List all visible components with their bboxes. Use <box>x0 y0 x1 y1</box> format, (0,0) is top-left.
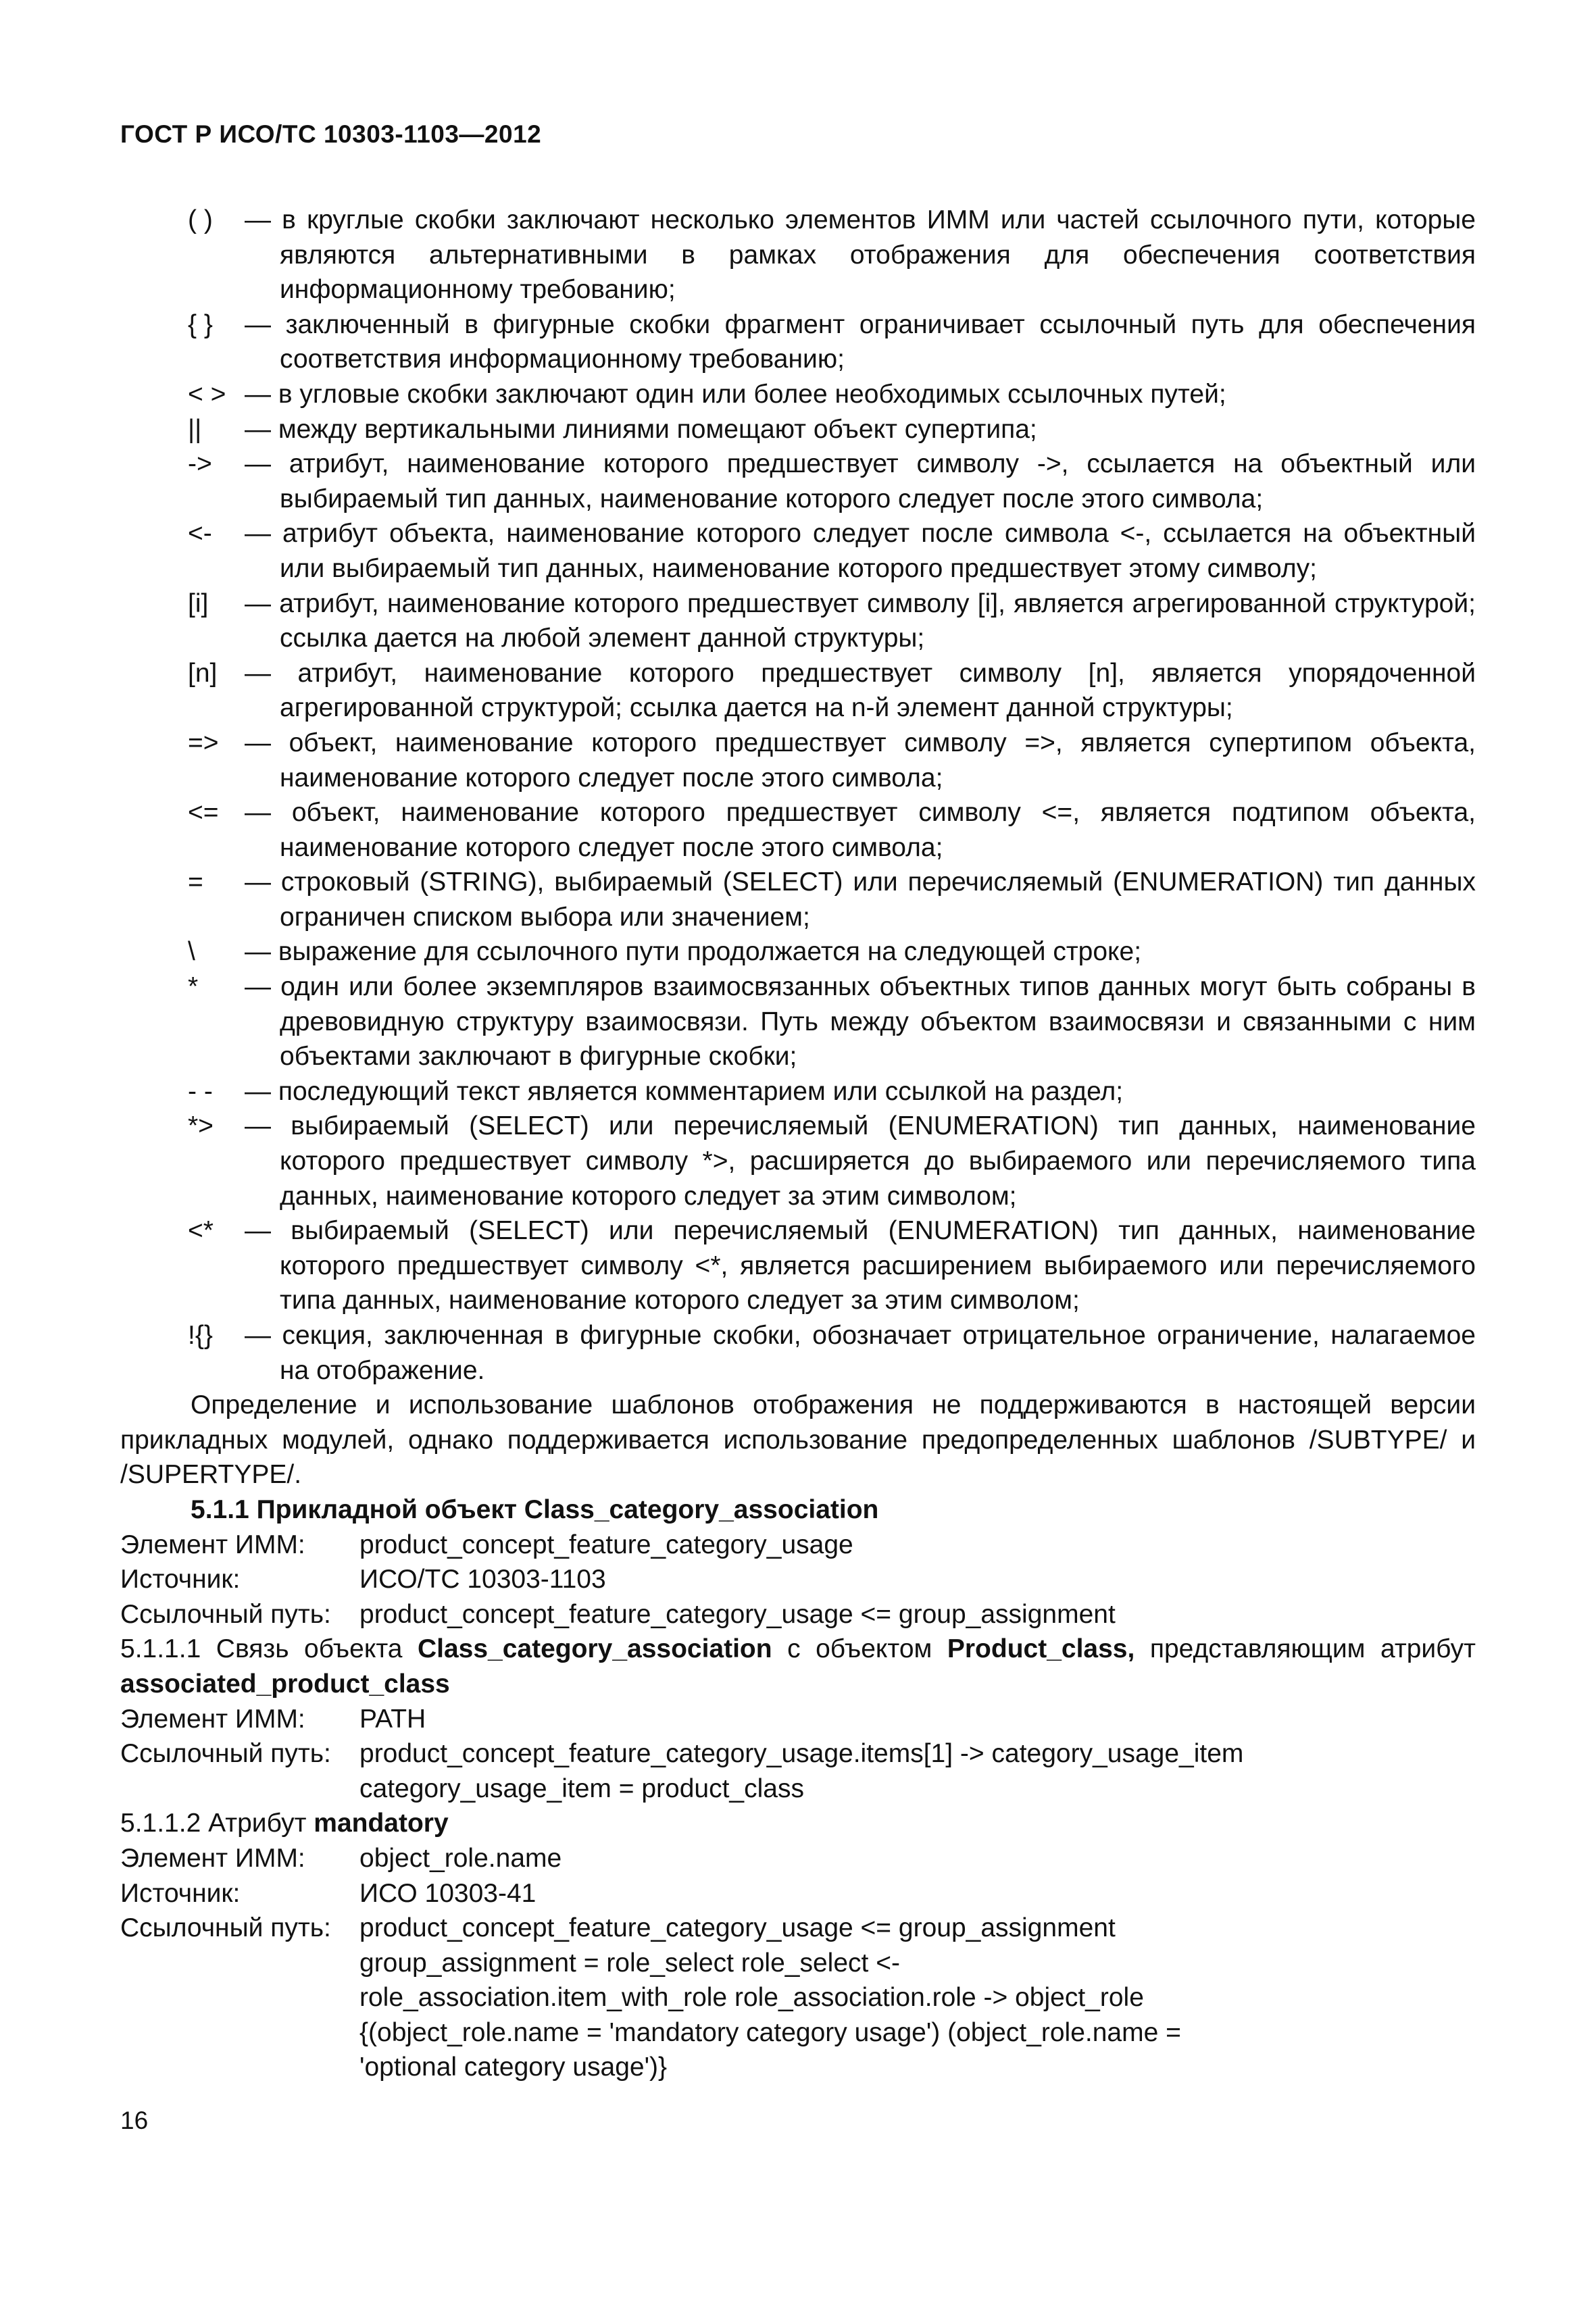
mapping-row <box>120 1562 1476 1597</box>
intro-paragraph: Определение и использование шаблонов отображения не поддерживаются в настоящей версии прикладных модулей, однако поддерживается использование предопределенных шаблонов /SUBTYPE/ и /SUPERTYPE/. <box>120 1390 1476 1490</box>
mapping-value-line: ИСО 10303-41 <box>359 1878 537 1908</box>
subsection-2-prefix: 5.1.1.2 Атрибут <box>120 1809 314 1838</box>
symbol-description: — заключенный в фигурные скобки фрагмент ограничивает ссылочный путь для обеспечения соответствия информационному требованию; <box>245 309 1476 374</box>
symbol-description: — последующий текст является комментарием или ссылкой на раздел; <box>245 1076 1124 1106</box>
symbol-description: — объект, наименование которого предшествует символу =>, является супертипом объекта, наименование которого следует после этого символа; <box>245 728 1476 793</box>
symbol-legend-item <box>120 865 1476 934</box>
symbol-legend-item <box>120 586 1476 656</box>
mapping-value-line: product_concept_feature_category_usage <box>359 1530 853 1559</box>
mapping-value-line: role_association.item_with_role role_association.role -> object_role <box>359 1983 1144 2013</box>
symbol-glyph: <= <box>188 798 219 828</box>
symbol-legend-item <box>120 1109 1476 1213</box>
symbol-description: — в угловые скобки заключают один или более необходимых ссылочных путей; <box>245 379 1226 409</box>
mapping-value-line: category_usage_item = product_class <box>359 1774 804 1803</box>
symbol-legend-item <box>120 970 1476 1074</box>
symbol-legend-item <box>120 203 1476 307</box>
mapping-key: Ссылочный путь: <box>120 1913 331 1943</box>
symbol-legend-item <box>120 726 1476 795</box>
mapping-value-line: product_concept_feature_category_usage <= group_assignment <box>359 1599 1116 1629</box>
mapping-key: Источник: <box>120 1878 241 1908</box>
symbol-glyph: < > <box>188 379 226 409</box>
symbol-glyph: !{} <box>188 1321 213 1350</box>
symbol-glyph: [i] <box>188 588 209 618</box>
mapping-row <box>120 1876 1476 1911</box>
mapping-value-line: product_concept_feature_category_usage.items[1] -> category_usage_item <box>359 1739 1244 1769</box>
symbol-legend-item <box>120 795 1476 865</box>
symbol-glyph: [n] <box>188 658 218 688</box>
symbol-description: — объект, наименование которого предшествует символу <=, является подтипом объекта, наименование которого следует после этого символа; <box>245 798 1476 862</box>
subsection-2-heading <box>120 1806 1476 1841</box>
symbol-legend-item <box>120 516 1476 586</box>
symbol-legend-item <box>120 656 1476 726</box>
symbol-glyph: * <box>188 972 199 1002</box>
symbol-glyph: <* <box>188 1216 214 1246</box>
mapping-value-line: 'optional category usage')} <box>359 2053 668 2082</box>
subsection-1-target: Product_class, <box>947 1634 1135 1664</box>
symbol-legend-item <box>120 1318 1476 1388</box>
symbol-description: — выбираемый (SELECT) или перечисляемый (ENUMERATION) тип данных, наименование которого предшествует символу <*, является расширением выбираемого или перечисляемого типа данных, наименование которого следует за этим символом; <box>245 1216 1476 1315</box>
symbol-glyph: { } <box>188 309 213 339</box>
subsection-1-heading <box>120 1632 1476 1701</box>
mapping-row <box>120 1528 1476 1563</box>
mapping-row <box>120 1702 1476 1737</box>
symbol-legend-item <box>120 377 1476 412</box>
symbol-description: — секция, заключенная в фигурные скобки, обозначает отрицательное ограничение, налагаемое на отображение. <box>245 1321 1476 1385</box>
subsection-2-attribute: mandatory <box>314 1809 449 1838</box>
subsection-2-mapping-table <box>120 1841 1476 2085</box>
symbol-legend-item <box>120 412 1476 447</box>
mapping-row <box>120 1597 1476 1632</box>
symbol-legend-item <box>120 1213 1476 1318</box>
mapping-row <box>120 1911 1476 2085</box>
symbol-description: — выражение для ссылочного пути продолжается на следующей строке; <box>245 937 1142 967</box>
mapping-value <box>359 1528 1476 1563</box>
section-mapping-table <box>120 1528 1476 1632</box>
mapping-row <box>120 1736 1476 1806</box>
mapping-key: Источник: <box>120 1565 241 1594</box>
symbol-legend-item <box>120 307 1476 377</box>
symbol-glyph: || <box>188 414 202 444</box>
symbol-legend-list <box>120 203 1476 1388</box>
mapping-value <box>359 1876 1476 1911</box>
mapping-value <box>359 1702 1476 1737</box>
subsection-1-mapping-table <box>120 1702 1476 1807</box>
mapping-value <box>359 1736 1476 1806</box>
symbol-glyph: ( ) <box>188 205 213 234</box>
mapping-value-line: object_role.name <box>359 1843 562 1873</box>
mapping-key: Элемент ИММ: <box>120 1843 305 1873</box>
mapping-value <box>359 1562 1476 1597</box>
symbol-glyph: -> <box>188 449 212 479</box>
symbol-description: — атрибут объекта, наименование которого следует после символа <-, ссылается на объектный или выбираемый тип данных, наименование которого предшествует этому символу; <box>245 519 1476 583</box>
page-header: ГОСТ Р ИСО/ТС 10303-1103—2012 <box>120 120 542 148</box>
mapping-value-line: group_assignment = role_select role_select <- <box>359 1948 900 1978</box>
symbol-description: — один или более экземпляров взаимосвязанных объектных типов данных могут быть собраны в древовидную структуру взаимосвязи. Путь между объектом взаимосвязи и связанными с ним объектами заключают в фигурные скобки; <box>245 972 1476 1072</box>
mapping-key: Ссылочный путь: <box>120 1599 331 1629</box>
symbol-legend-item <box>120 447 1476 516</box>
mapping-value-line: {(object_role.name = 'mandatory category usage') (object_role.name = <box>359 2017 1181 2047</box>
symbol-glyph: <- <box>188 519 212 549</box>
mapping-value <box>359 1597 1476 1632</box>
symbol-glyph: *> <box>188 1111 214 1141</box>
mapping-value-line: product_concept_feature_category_usage <= group_assignment <box>359 1913 1116 1943</box>
subsection-1-entity: Class_category_association <box>417 1634 772 1664</box>
symbol-glyph: \ <box>188 937 195 967</box>
mapping-value-line: ИСО/ТС 10303-1103 <box>359 1565 606 1594</box>
mapping-key: Ссылочный путь: <box>120 1739 331 1769</box>
symbol-description: — атрибут, наименование которого предшествует символу [i], является агрегированной структурой; ссылка дается на любой элемент данной структуры; <box>245 588 1476 653</box>
symbol-description: — атрибут, наименование которого предшествует символу ->, ссылается на объектный или выбираемый тип данных, наименование которого следует после этого символа; <box>245 449 1476 513</box>
mapping-value-line: PATH <box>359 1704 426 1734</box>
symbol-glyph: => <box>188 728 219 757</box>
symbol-legend-item <box>120 1074 1476 1109</box>
symbol-description: — атрибут, наименование которого предшествует символу [n], является упорядоченной агрегированной структурой; ссылка дается на n-й элемент данной структуры; <box>245 658 1476 723</box>
mapping-value <box>359 1911 1476 2085</box>
symbol-glyph: = <box>188 867 203 897</box>
subsection-1-attribute: associated_product_class <box>120 1669 450 1699</box>
symbol-description: — выбираемый (SELECT) или перечисляемый (ENUMERATION) тип данных, наименование которого предшествует символу *>, расширяется до выбираемого или перечисляемого типа данных, наименование которого следует за этим символом; <box>245 1111 1476 1211</box>
page-content <box>120 203 1476 2085</box>
mapping-key: Элемент ИММ: <box>120 1530 305 1559</box>
symbol-description: — строковый (STRING), выбираемый (SELECT) или перечисляемый (ENUMERATION) тип данных ограничен списком выбора или значением; <box>245 867 1476 932</box>
symbol-glyph: - - <box>188 1076 213 1106</box>
symbol-legend-item <box>120 934 1476 970</box>
mapping-value <box>359 1841 1476 1876</box>
symbol-description: — между вертикальными линиями помещают объект супертипа; <box>245 414 1037 444</box>
section-heading: 5.1.1 Прикладной объект Class_category_association <box>191 1494 879 1524</box>
subsection-1-mid: с объектом <box>772 1634 947 1664</box>
symbol-description: — в круглые скобки заключают несколько элементов ИММ или частей ссылочного пути, которые являются альтернативными в рамках отображения для обеспечения соответствия информационному требованию; <box>245 205 1476 305</box>
subsection-1-prefix: 5.1.1.1 Связь объекта <box>120 1634 418 1664</box>
page-number: 16 <box>120 2107 149 2134</box>
mapping-row <box>120 1841 1476 1876</box>
mapping-key: Элемент ИММ: <box>120 1704 305 1734</box>
subsection-1-suffix: представляющим атрибут <box>1134 1634 1476 1664</box>
